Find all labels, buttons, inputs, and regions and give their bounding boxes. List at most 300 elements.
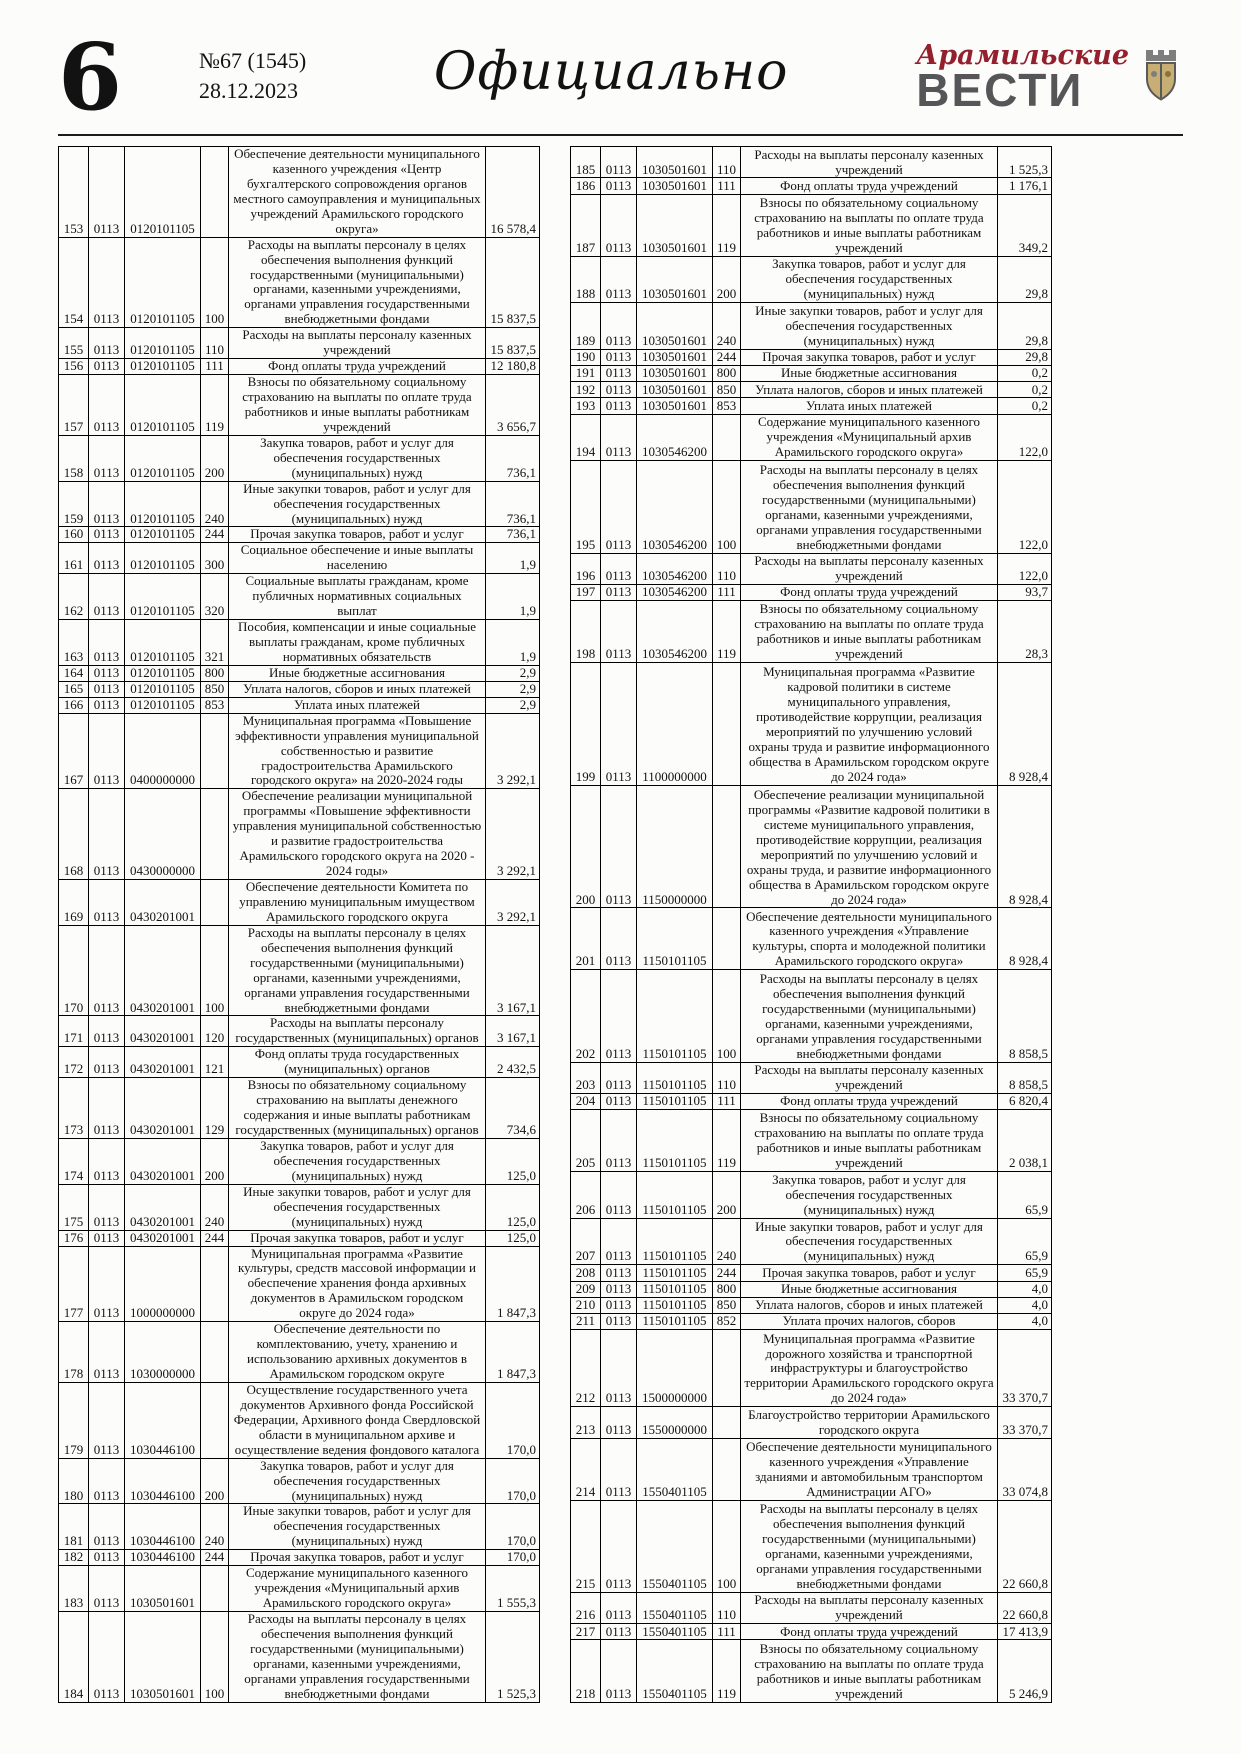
row-description: Уплата налогов, сборов и иных платежей: [741, 382, 998, 398]
table-row: [59, 481, 540, 527]
table-row: [571, 1172, 1052, 1219]
table-row: [571, 147, 1052, 178]
expense-type-code: 244: [201, 527, 229, 543]
table-row: [571, 1062, 1052, 1093]
table-row: [59, 1504, 540, 1550]
section-code: 0113: [601, 785, 637, 908]
expense-type-code: 850: [713, 382, 741, 398]
table-row: [59, 713, 540, 789]
section-code: 0113: [601, 194, 637, 256]
section-code: 0113: [89, 1078, 125, 1139]
table-row: [571, 553, 1052, 584]
section-code: 0113: [89, 925, 125, 1016]
target-article-code: 1030501601: [637, 382, 713, 398]
expense-type-code: 110: [713, 1592, 741, 1623]
expense-type-code: 119: [201, 375, 229, 436]
target-article-code: 1500000000: [637, 1330, 713, 1407]
row-description: Расходы на выплаты персоналу казенных учреждений: [741, 1062, 998, 1093]
row-description: Взносы по обязательному социальному страхованию на выплаты денежного содержания и иные выплаты работникам государственных (муниципальных) органов: [229, 1078, 486, 1139]
row-description: Осуществление государственного учета документов Архивного фонда Российской Федерации, Архивного фонда Свердловской области в муниципальном архиве и осуществление ведения фондового каталога: [229, 1382, 486, 1458]
row-amount: 349,2: [998, 194, 1052, 256]
target-article-code: 0430201001: [125, 1016, 201, 1047]
target-article-code: 1150101105: [637, 1281, 713, 1297]
row-description: Фонд оплаты труда учреждений: [741, 1624, 998, 1640]
table-row: [59, 665, 540, 681]
row-description: Обеспечение деятельности муниципального казенного учреждения «Центр бухгалтерского сопровождения органов местного самоуправления и муниципальных учреждений Арамильского городского округа»: [229, 147, 486, 238]
target-article-code: 1150101105: [637, 1297, 713, 1313]
row-amount: 0,2: [998, 382, 1052, 398]
row-number: 164: [59, 665, 89, 681]
row-amount: 1 525,3: [486, 1612, 540, 1703]
row-number: 172: [59, 1047, 89, 1078]
row-amount: 1 847,3: [486, 1322, 540, 1383]
target-article-code: 1150101105: [637, 908, 713, 970]
table-row: [571, 303, 1052, 350]
row-description: Закупка товаров, работ и услуг для обеспечения государственных (муниципальных) нужд: [229, 1458, 486, 1504]
target-article-code: 0430000000: [125, 789, 201, 880]
expense-type-code: [201, 1246, 229, 1322]
section-code: 0113: [601, 256, 637, 303]
target-article-code: 1000000000: [125, 1246, 201, 1322]
table-row: [571, 601, 1052, 663]
target-article-code: 1550401105: [637, 1438, 713, 1500]
row-description: Взносы по обязательному социальному страхованию на выплаты по оплате труда работников и иные выплаты работникам учреждений: [741, 1110, 998, 1172]
row-description: Муниципальная программа «Развитие дорожного хозяйства и транспортной инфраструктуры и благоустройство территории Арамильского городского округа до 2024 года»: [741, 1330, 998, 1407]
section-code: 0113: [89, 1382, 125, 1458]
row-number: 184: [59, 1612, 89, 1703]
target-article-code: 1030000000: [125, 1322, 201, 1383]
table-row: [59, 328, 540, 359]
section-code: 0113: [601, 1110, 637, 1172]
target-article-code: 0120101105: [125, 481, 201, 527]
target-article-code: 1150000000: [637, 785, 713, 908]
target-article-code: 1150101105: [637, 1265, 713, 1281]
row-description: Социальное обеспечение и иные выплаты населению: [229, 543, 486, 574]
row-amount: 1,9: [486, 620, 540, 666]
row-description: Расходы на выплаты персоналу государственных (муниципальных) органов: [229, 1016, 486, 1047]
row-number: 155: [59, 328, 89, 359]
table-row: [59, 1230, 540, 1246]
issue-date: 28.12.2023: [199, 77, 299, 103]
target-article-code: 1150101105: [637, 970, 713, 1062]
expense-type-code: 320: [201, 574, 229, 620]
target-article-code: 1030501601: [637, 194, 713, 256]
budget-tables: [58, 146, 1052, 1703]
section-code: 0113: [601, 1592, 637, 1623]
expense-type-code: 119: [713, 1110, 741, 1172]
row-description: Расходы на выплаты персоналу в целях обеспечения выполнения функций государственными (муниципальными) органами, казенными учреждениями, органами управления государственными внебюджетными фондами: [229, 237, 486, 328]
section-code: 0113: [89, 1550, 125, 1566]
section-code: 0113: [89, 237, 125, 328]
row-number: 208: [571, 1265, 601, 1281]
row-amount: 125,0: [486, 1230, 540, 1246]
row-description: Прочая закупка товаров, работ и услуг: [741, 349, 998, 365]
row-amount: 17 413,9: [998, 1624, 1052, 1640]
section-code: 0113: [89, 1138, 125, 1184]
row-amount: 3 656,7: [486, 375, 540, 436]
row-amount: 33 370,7: [998, 1330, 1052, 1407]
row-number: 203: [571, 1062, 601, 1093]
issue-info: [199, 46, 306, 105]
row-description: Расходы на выплаты персоналу казенных учреждений: [741, 147, 998, 178]
target-article-code: 1030546200: [637, 461, 713, 553]
table-row: [59, 574, 540, 620]
row-description: Фонд оплаты труда учреждений: [741, 1093, 998, 1109]
section-code: 0113: [601, 1093, 637, 1109]
expense-type-code: 111: [713, 585, 741, 601]
row-number: 193: [571, 398, 601, 414]
row-number: 192: [571, 382, 601, 398]
section-code: 0113: [89, 1566, 125, 1612]
expense-type-code: 240: [201, 1504, 229, 1550]
expense-type-code: 240: [201, 481, 229, 527]
row-description: Фонд оплаты труда учреждений: [741, 178, 998, 194]
section-code: 0113: [601, 1218, 637, 1265]
expense-type-code: 100: [713, 970, 741, 1062]
target-article-code: 0430201001: [125, 880, 201, 926]
row-description: Фонд оплаты труда учреждений: [741, 585, 998, 601]
row-number: 182: [59, 1550, 89, 1566]
table-row: [59, 1566, 540, 1612]
row-number: 167: [59, 713, 89, 789]
row-number: 214: [571, 1438, 601, 1500]
section-code: 0113: [601, 366, 637, 382]
expense-type-code: 200: [201, 435, 229, 481]
section-code: 0113: [89, 789, 125, 880]
row-number: 161: [59, 543, 89, 574]
section-code: 0113: [601, 1640, 637, 1702]
row-number: 204: [571, 1093, 601, 1109]
expense-type-code: 850: [201, 681, 229, 697]
table-row: [59, 1184, 540, 1230]
row-number: 181: [59, 1504, 89, 1550]
target-article-code: 1030501601: [637, 398, 713, 414]
row-description: Обеспечение реализации муниципальной программы «Повышение эффективности управления муниципальной собственностью и развитие градостроительства Арамильского городского округа на 2020 - 2024 годы»: [229, 789, 486, 880]
row-description: Иные бюджетные ассигнования: [229, 665, 486, 681]
table-row: [571, 1265, 1052, 1281]
section-code: 0113: [89, 1047, 125, 1078]
row-amount: 3 167,1: [486, 1016, 540, 1047]
expense-type-code: [713, 663, 741, 786]
row-description: Благоустройство территории Арамильского городского округа: [741, 1407, 998, 1438]
target-article-code: 1030446100: [125, 1550, 201, 1566]
expense-type-code: 100: [713, 461, 741, 553]
section-code: 0113: [89, 375, 125, 436]
section-code: 0113: [601, 663, 637, 786]
target-article-code: 0430201001: [125, 925, 201, 1016]
expense-type-code: [713, 785, 741, 908]
row-amount: 2 038,1: [998, 1110, 1052, 1172]
brand-text: [916, 40, 1129, 116]
row-amount: 65,9: [998, 1265, 1052, 1281]
row-description: Прочая закупка товаров, работ и услуг: [229, 527, 486, 543]
row-amount: 125,0: [486, 1138, 540, 1184]
row-amount: 2,9: [486, 697, 540, 713]
section-code: 0113: [89, 1184, 125, 1230]
row-description: Закупка товаров, работ и услуг для обеспечения государственных (муниципальных) нужд: [229, 1138, 486, 1184]
table-row: [59, 1138, 540, 1184]
row-number: 210: [571, 1297, 601, 1313]
row-number: 186: [571, 178, 601, 194]
expense-type-code: [201, 880, 229, 926]
expense-type-code: 100: [201, 237, 229, 328]
target-article-code: 0400000000: [125, 713, 201, 789]
row-number: 194: [571, 414, 601, 461]
expense-type-code: [713, 1438, 741, 1500]
table-row: [571, 1500, 1052, 1592]
row-description: Муниципальная программа «Повышение эффективности управления муниципальной собственностью и развитие градостроительства Арамильского городского округа» на 2020-2024 годы: [229, 713, 486, 789]
row-amount: 122,0: [998, 553, 1052, 584]
row-number: 157: [59, 375, 89, 436]
table-row: [59, 620, 540, 666]
row-amount: 1 525,3: [998, 147, 1052, 178]
section-code: 0113: [601, 1172, 637, 1219]
table-row: [59, 1016, 540, 1047]
row-description: Уплата налогов, сборов и иных платежей: [229, 681, 486, 697]
section-code: 0113: [601, 461, 637, 553]
target-article-code: 1030501601: [637, 303, 713, 350]
row-number: 177: [59, 1246, 89, 1322]
row-number: 211: [571, 1313, 601, 1329]
table-row: [59, 925, 540, 1016]
target-article-code: 1030501601: [125, 1566, 201, 1612]
row-amount: 16 578,4: [486, 147, 540, 238]
row-amount: 29,8: [998, 303, 1052, 350]
row-description: Уплата налогов, сборов и иных платежей: [741, 1297, 998, 1313]
row-number: 183: [59, 1566, 89, 1612]
row-number: 200: [571, 785, 601, 908]
target-article-code: 1030546200: [637, 553, 713, 584]
expense-type-code: 110: [713, 147, 741, 178]
row-amount: 4,0: [998, 1313, 1052, 1329]
brand-name-bottom: ВЕСТИ: [916, 64, 1084, 116]
row-amount: 170,0: [486, 1550, 540, 1566]
section-code: 0113: [601, 1313, 637, 1329]
expense-type-code: 110: [201, 328, 229, 359]
section-code: 0113: [601, 178, 637, 194]
row-description: Прочая закупка товаров, работ и услуг: [741, 1265, 998, 1281]
row-description: Иные закупки товаров, работ и услуг для обеспечения государственных (муниципальных) нужд: [229, 1504, 486, 1550]
row-number: 185: [571, 147, 601, 178]
coat-of-arms-icon: [1139, 48, 1183, 106]
row-number: 199: [571, 663, 601, 786]
row-number: 176: [59, 1230, 89, 1246]
row-amount: 28,3: [998, 601, 1052, 663]
row-description: Закупка товаров, работ и услуг для обеспечения государственных (муниципальных) нужд: [229, 435, 486, 481]
row-amount: 33 370,7: [998, 1407, 1052, 1438]
table-row: [59, 1047, 540, 1078]
target-article-code: 1030501601: [125, 1612, 201, 1703]
row-number: 154: [59, 237, 89, 328]
expense-type-code: 129: [201, 1078, 229, 1139]
target-article-code: 1030446100: [125, 1458, 201, 1504]
table-row: [59, 1550, 540, 1566]
row-description: Содержание муниципального казенного учреждения «Муниципальный архив Арамильского городского округа»: [229, 1566, 486, 1612]
row-amount: 122,0: [998, 461, 1052, 553]
table-row: [571, 785, 1052, 908]
expense-type-code: 200: [201, 1138, 229, 1184]
row-description: Фонд оплаты труда государственных (муниципальных) органов: [229, 1047, 486, 1078]
row-description: Муниципальная программа «Развитие культуры, средств массовой информации и обеспечение хранения фонда архивных документов в Арамильском городском округе до 2024 года»: [229, 1246, 486, 1322]
expense-type-code: [713, 1330, 741, 1407]
table-row: [571, 256, 1052, 303]
expense-type-code: 100: [713, 1500, 741, 1592]
section-code: 0113: [89, 543, 125, 574]
section-code: 0113: [601, 601, 637, 663]
row-number: 187: [571, 194, 601, 256]
row-number: 160: [59, 527, 89, 543]
row-amount: 736,1: [486, 527, 540, 543]
row-amount: 2 432,5: [486, 1047, 540, 1078]
header-divider: [58, 134, 1183, 136]
expense-type-code: 800: [713, 366, 741, 382]
expense-type-code: 200: [713, 256, 741, 303]
row-number: 217: [571, 1624, 601, 1640]
row-number: 205: [571, 1110, 601, 1172]
table-row: [571, 382, 1052, 398]
target-article-code: 1030546200: [637, 601, 713, 663]
row-number: 207: [571, 1218, 601, 1265]
row-amount: 2,9: [486, 665, 540, 681]
table-row: [571, 1110, 1052, 1172]
row-description: Иные закупки товаров, работ и услуг для обеспечения государственных (муниципальных) нужд: [229, 481, 486, 527]
row-number: 171: [59, 1016, 89, 1047]
expense-type-code: 111: [713, 178, 741, 194]
table-row: [571, 1218, 1052, 1265]
section-code: 0113: [89, 574, 125, 620]
target-article-code: 1030501601: [637, 178, 713, 194]
row-amount: 29,8: [998, 349, 1052, 365]
row-number: 202: [571, 970, 601, 1062]
target-article-code: 1150101105: [637, 1110, 713, 1172]
expense-type-code: 111: [201, 359, 229, 375]
expense-type-code: 100: [201, 925, 229, 1016]
row-description: Иные закупки товаров, работ и услуг для обеспечения государственных (муниципальных) нужд: [741, 303, 998, 350]
expense-type-code: [201, 1322, 229, 1383]
table-row: [571, 1438, 1052, 1500]
table-row: [571, 663, 1052, 786]
table-row: [571, 398, 1052, 414]
row-amount: 3 292,1: [486, 713, 540, 789]
section-code: 0113: [601, 585, 637, 601]
row-description: Расходы на выплаты персоналу казенных учреждений: [741, 1592, 998, 1623]
target-article-code: 1550401105: [637, 1624, 713, 1640]
target-article-code: 0430201001: [125, 1230, 201, 1246]
row-description: Расходы на выплаты персоналу казенных учреждений: [229, 328, 486, 359]
target-article-code: 0120101105: [125, 681, 201, 697]
newspaper-brand: [916, 40, 1183, 116]
row-number: 197: [571, 585, 601, 601]
table-row: [571, 461, 1052, 553]
row-number: 195: [571, 461, 601, 553]
row-amount: 8 858,5: [998, 1062, 1052, 1093]
table-row: [571, 1093, 1052, 1109]
table-row: [59, 1458, 540, 1504]
table-row: [571, 1624, 1052, 1640]
table-row: [59, 880, 540, 926]
row-description: Уплата иных платежей: [741, 398, 998, 414]
expense-type-code: 200: [713, 1172, 741, 1219]
section-code: 0113: [89, 697, 125, 713]
target-article-code: 1550000000: [637, 1407, 713, 1438]
row-number: 158: [59, 435, 89, 481]
target-article-code: 0430201001: [125, 1184, 201, 1230]
expense-type-code: 111: [713, 1093, 741, 1109]
row-number: 153: [59, 147, 89, 238]
expense-type-code: 111: [713, 1624, 741, 1640]
section-code: 0113: [89, 1612, 125, 1703]
table-row: [571, 349, 1052, 365]
table-row: [571, 366, 1052, 382]
section-code: 0113: [89, 359, 125, 375]
row-number: 169: [59, 880, 89, 926]
row-amount: 4,0: [998, 1297, 1052, 1313]
row-number: 198: [571, 601, 601, 663]
section-code: 0113: [89, 1504, 125, 1550]
row-number: 162: [59, 574, 89, 620]
section-code: 0113: [601, 1500, 637, 1592]
row-description: Обеспечение деятельности муниципального казенного учреждения «Управление зданиями и автомобильным транспортом Администрации АГО»: [741, 1438, 998, 1500]
target-article-code: 0120101105: [125, 328, 201, 359]
table-row: [59, 1382, 540, 1458]
row-amount: 8 858,5: [998, 970, 1052, 1062]
expense-type-code: 240: [201, 1184, 229, 1230]
row-amount: 4,0: [998, 1281, 1052, 1297]
budget-table-right: [570, 146, 1052, 1703]
section-code: 0113: [601, 398, 637, 414]
row-amount: 125,0: [486, 1184, 540, 1230]
row-amount: 122,0: [998, 414, 1052, 461]
row-description: Иные закупки товаров, работ и услуг для обеспечения государственных (муниципальных) нужд: [229, 1184, 486, 1230]
section-code: 0113: [601, 1297, 637, 1313]
target-article-code: 0120101105: [125, 359, 201, 375]
section-code: 0113: [601, 1624, 637, 1640]
target-article-code: 1030546200: [637, 585, 713, 601]
table-row: [59, 1612, 540, 1703]
section-code: 0113: [89, 665, 125, 681]
target-article-code: 1030446100: [125, 1504, 201, 1550]
row-number: 170: [59, 925, 89, 1016]
row-description: Расходы на выплаты персоналу в целях обеспечения выполнения функций государственными (муниципальными) органами, казенными учреждениями, органами управления государственными внебюджетными фондами: [741, 1500, 998, 1592]
target-article-code: 1030501601: [637, 366, 713, 382]
row-amount: 8 928,4: [998, 663, 1052, 786]
section-code: 0113: [601, 1407, 637, 1438]
table-row: [571, 194, 1052, 256]
row-description: Иные бюджетные ассигнования: [741, 1281, 998, 1297]
table-row: [571, 1640, 1052, 1702]
table-row: [571, 908, 1052, 970]
row-number: 178: [59, 1322, 89, 1383]
section-code: 0113: [89, 880, 125, 926]
row-amount: 1,9: [486, 574, 540, 620]
expense-type-code: 852: [713, 1313, 741, 1329]
row-amount: 12 180,8: [486, 359, 540, 375]
section-code: 0113: [601, 303, 637, 350]
section-code: 0113: [89, 1322, 125, 1383]
row-amount: 170,0: [486, 1504, 540, 1550]
section-code: 0113: [89, 620, 125, 666]
table-row: [59, 1246, 540, 1322]
row-number: 174: [59, 1138, 89, 1184]
expense-type-code: 119: [713, 601, 741, 663]
expense-type-code: 200: [201, 1458, 229, 1504]
target-article-code: 1150101105: [637, 1062, 713, 1093]
target-article-code: 1150101105: [637, 1218, 713, 1265]
table-row: [571, 178, 1052, 194]
row-amount: 65,9: [998, 1172, 1052, 1219]
row-description: Взносы по обязательному социальному страхованию на выплаты по оплате труда работников и иные выплаты работникам учреждений: [741, 194, 998, 256]
expense-type-code: [201, 1382, 229, 1458]
